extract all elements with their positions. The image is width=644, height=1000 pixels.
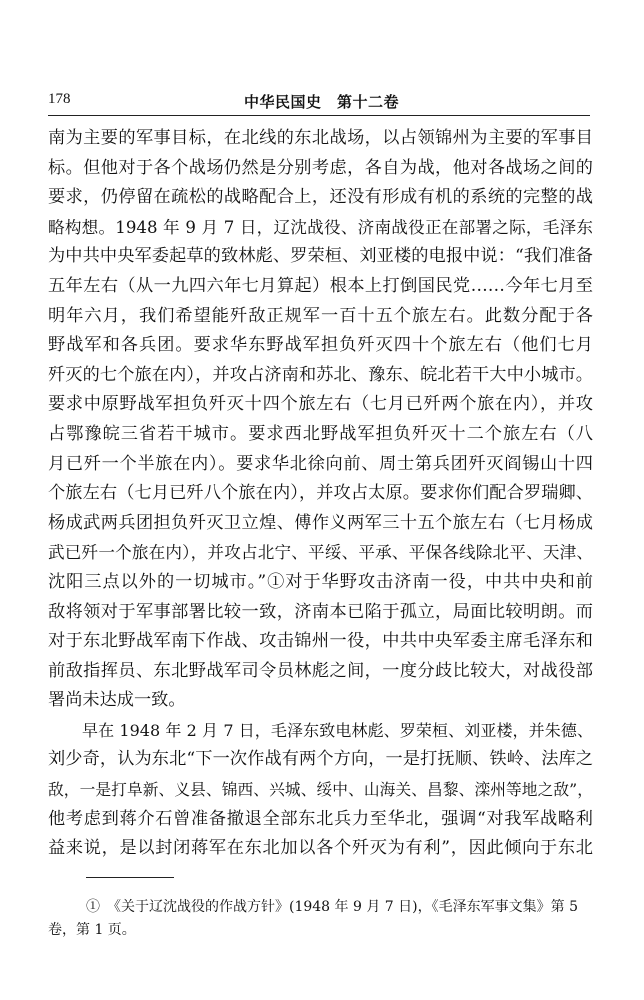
running-title: 中华民国史 第十二卷 bbox=[244, 93, 400, 111]
footnote-rule bbox=[86, 877, 174, 878]
text-line: 明年六月，我们希望能歼敌正规军一百十五个旅左右。此数分配于各 bbox=[48, 305, 593, 326]
text-line: 野战军和各兵团。要求华东野战军担负歼灭四十个旅左右（他们七月 bbox=[48, 335, 593, 356]
text-line: 要求中原野战军担负歼灭十四个旅左右（七月已歼两个旅在内），并攻 bbox=[48, 394, 593, 415]
header-rule bbox=[48, 115, 590, 116]
text-line: 要求，仍停留在疏松的战略配合上，还没有形成有机的系统的完整的战 bbox=[48, 187, 593, 208]
text-line: 个旅左右（七月已歼八个旅在内），并攻占太原。要求你们配合罗瑞卿、 bbox=[48, 483, 593, 504]
text-line: 对于东北野战军南下作战、攻击锦州一役，中共中央军委主席毛泽东和 bbox=[48, 631, 593, 652]
text-line: 他考虑到蒋介石曾准备撤退全部东北兵力至华北，强调“对我军战略利 bbox=[48, 808, 593, 829]
text-line: 占鄂豫皖三省若干城市。要求西北野战军担负歼灭十二个旅左右（八 bbox=[48, 423, 593, 444]
text-line: 敌，一是打阜新、义县、锦西、兴城、绥中、山海关、昌黎、滦州等地之敌”， bbox=[48, 780, 593, 800]
body-text bbox=[48, 124, 593, 864]
text-line: 武已歼一个旅在内），并攻占北宁、平绥、平承、平保各线除北平、天津、 bbox=[48, 543, 593, 563]
page-number: 178 bbox=[48, 91, 71, 107]
footnote-line: ① 《关于辽沈战役的作战方针》(1948 年 9 月 7 日)，《毛泽东军事文集》第 5 bbox=[86, 899, 578, 915]
text-line: 五年左右（从一九四六年七月算起）根本上打倒国民党……今年七月至 bbox=[48, 275, 593, 296]
text-line: 略构想。1948 年 9 月 7 日，辽沈战役、济南战役正在部署之际，毛泽东 bbox=[48, 217, 593, 237]
paragraph-start-line: 早在 1948 年 2 月 7 日，毛泽东致电林彪、罗荣桓、刘亚楼，并朱德、 bbox=[82, 720, 593, 740]
text-line: 沈阳三点以外的一切城市。”①对于华野攻击济南一役，中共中央和前 bbox=[48, 571, 593, 592]
text-line: 为中共中央军委起草的致林彪、罗荣桓、刘亚楼的电报中说：“我们准备 bbox=[48, 246, 593, 267]
text-line: 益来说，是以封闭蒋军在东北加以各个歼灭为有利”，因此倾向于东北 bbox=[48, 838, 593, 859]
text-line: 敌将领对于军事部署比较一致，济南本已陷于孤立，局面比较明朗。而 bbox=[48, 601, 593, 622]
text-line: 歼灭的七个旅在内），并攻占济南和苏北、豫东、皖北若干大中小城市。 bbox=[48, 364, 593, 385]
footnote-line: 卷，第 1 页。 bbox=[48, 922, 136, 938]
text-line: 南为主要的军事目标，在北线的东北战场，以占领锦州为主要的军事目 bbox=[48, 128, 593, 148]
text-line: 刘少奇，认为东北“下一次作战有两个方向，一是打抚顺、铁岭、法库之 bbox=[48, 749, 593, 770]
text-line: 月已歼一个半旅在内）。要求华北徐向前、周士第兵团歼灭阎锡山十四 bbox=[48, 453, 593, 474]
text-line: 前敌指挥员、东北野战军司令员林彪之间，一度分歧比较大，对战役部 bbox=[48, 660, 593, 681]
text-line: 标。但他对于各个战场仍然是分别考虑，各自为战，他对各战场之间的 bbox=[48, 157, 593, 178]
footnotes bbox=[48, 896, 592, 942]
page-header bbox=[48, 91, 588, 117]
text-line: 杨成武两兵团担负歼灭卫立煌、傅作义两军三十五个旅左右（七月杨成 bbox=[48, 512, 593, 533]
paragraph-end-line: 署尚未达成一致。 bbox=[48, 690, 186, 711]
